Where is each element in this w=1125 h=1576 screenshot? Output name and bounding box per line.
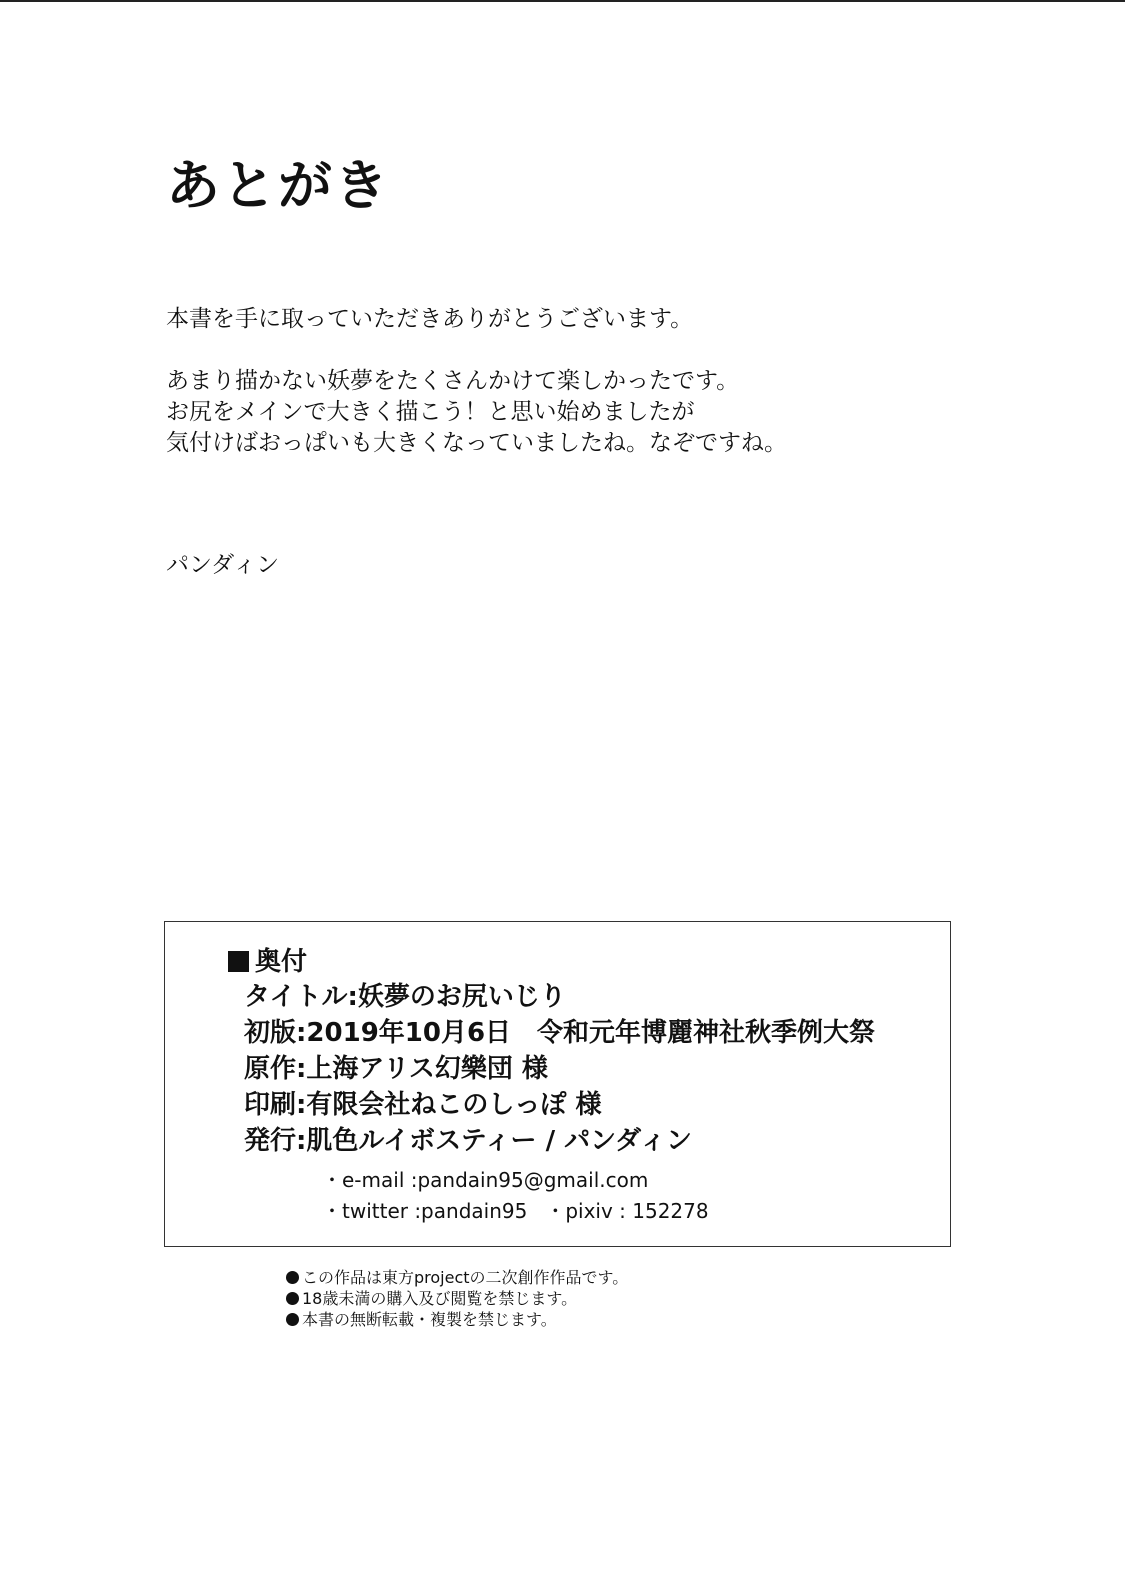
row-key: 原作: [244, 1054, 297, 1084]
author-signature: パンダィン: [166, 552, 280, 578]
row-separator: :: [296, 1054, 307, 1084]
row-value: 妖夢のお尻いじり: [357, 982, 566, 1012]
colophon-row-printer: [244, 1087, 875, 1123]
afterword-paragraph-body: [166, 366, 787, 459]
contact-pixiv: ・pixiv : 152278: [545, 1199, 709, 1223]
text-line: あまり描かない妖夢をたくさんかけて楽しかったです。: [166, 368, 740, 394]
row-key: 印刷: [244, 1090, 297, 1120]
contact-social: [322, 1197, 709, 1225]
row-value: 上海アリス幻樂団 様: [306, 1054, 548, 1084]
colophon-rows: [244, 979, 875, 1159]
text-line: 気付けばおっぱいも大きくなっていましたね。なぞですね。: [166, 430, 787, 456]
notice-list: [286, 1267, 628, 1330]
notice-item: [286, 1309, 628, 1330]
notice-item: [286, 1267, 628, 1288]
contact-email: ・e-mail :pandain95@gmail.com: [322, 1168, 649, 1192]
notice-text: この作品は東方projectの二次創作作品です。: [302, 1268, 629, 1287]
row-value: 肌色ルイボスティー / パンダィン: [306, 1126, 693, 1156]
notice-text: 18歳未満の購入及び閲覧を禁じます。: [302, 1289, 578, 1308]
row-key: 初版: [244, 1018, 297, 1048]
colophon-row-title: [244, 979, 875, 1015]
row-value: 有限会社ねこのしっぽ 様: [306, 1090, 602, 1120]
bullet-icon: [286, 1271, 299, 1284]
bullet-icon: [286, 1313, 299, 1326]
colophon-row-publisher: [244, 1123, 875, 1159]
bullet-icon: [286, 1292, 299, 1305]
top-border-line: [0, 0, 1125, 2]
text-line: 本書を手に取っていただきありがとうございます。: [166, 306, 694, 332]
row-value: 2019年10月6日 令和元年博麗神社秋季例大祭: [306, 1018, 876, 1048]
row-separator: :: [296, 1018, 307, 1048]
row-separator: :: [296, 1126, 307, 1156]
notice-text: 本書の無断転載・複製を禁じます。: [302, 1310, 557, 1329]
notice-item: [286, 1288, 628, 1309]
text-line: お尻をメインで大きく描こう！と思い始めましたが: [166, 399, 695, 425]
row-key: 発行: [244, 1126, 297, 1156]
afterword-paragraph-thanks: [166, 304, 693, 335]
contact-twitter: ・twitter :pandain95: [322, 1199, 528, 1223]
row-separator: :: [347, 982, 358, 1012]
row-separator: :: [296, 1090, 307, 1120]
row-key: タイトル: [244, 982, 348, 1012]
colophon-title: [228, 944, 307, 980]
afterword-heading: あとがき: [166, 153, 390, 217]
black-square-icon: [228, 951, 249, 972]
colophon-row-original-work: [244, 1051, 875, 1087]
colophon-row-first-edition: [244, 1015, 875, 1051]
colophon-title-text: 奥付: [255, 947, 308, 977]
